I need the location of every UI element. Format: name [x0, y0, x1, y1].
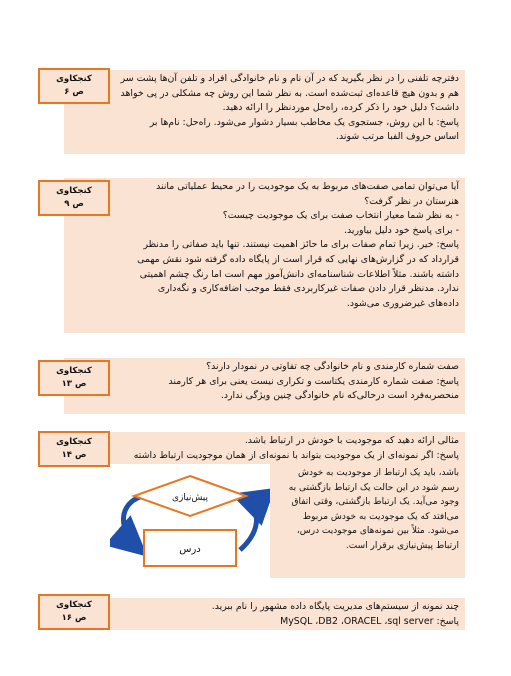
- text-line: داده‌های غیرضروری می‌شود.: [346, 297, 459, 309]
- text-line: رسم شود در این حالت یک ارتباط بازگشتی به: [288, 482, 459, 493]
- text-line: - برای پاسخ خود دلیل بیاورید.: [343, 224, 459, 236]
- entity-label: درس: [179, 544, 201, 555]
- section-1-tag: [38, 68, 110, 104]
- text-line: ارتباط پیش‌نیازی برقرار است.: [345, 540, 459, 551]
- relationship-label: پیش‌نیازی: [171, 493, 209, 503]
- text-line: داشته باشند. مثلاً اطلاعات شناسنامه‌ای دانش‌آموز مهم است اما رنگ چشم اهمیتی: [139, 268, 459, 280]
- section-3-tag: [38, 360, 110, 396]
- text-line: - به نظر شما معیار انتخاب صفت برای یک موجودیت چیست؟: [222, 210, 459, 222]
- text-line: باشد، باید یک ارتباط از موجودیت به خودش: [297, 468, 459, 478]
- tag-page: ص ۱۴: [61, 450, 87, 460]
- tag-page: ص ۱۶: [61, 613, 87, 623]
- text-line: می‌شود. مثلاً بین نمونه‌های موجودیت درس،: [296, 526, 459, 537]
- section-2-text: [64, 178, 465, 333]
- text-line: دفترچه تلفنی را در نظر بگیرید که در آن نام و نام خانوادگی افراد و تلفن آن‌ها پشت سر: [120, 73, 459, 84]
- section-5-text: [64, 598, 465, 630]
- text-line: اساس حروف الفبا مرتب شوند.: [335, 131, 459, 143]
- text-line: می‌افتد که یک موجودیت به خودش مربوط: [302, 511, 459, 522]
- text-line: وجود می‌آید. یک ارتباط بازگشتی، وقتی اتفاق: [291, 497, 459, 508]
- text-line: داشت؟ دلیل خود را ذکر کرده، راه‌حل موردنظر را ارائه دهید.: [222, 102, 459, 114]
- text-line: ندارد. مدنظر قرار دادن صفات غیرکاربردی فقط موجب اضافه‌کاری و نگه‌داری: [157, 283, 459, 295]
- tag-title: کنجکاوی: [56, 600, 92, 610]
- section-4-text-narrow: [270, 464, 465, 578]
- text-line: صفت شماره کارمندی و نام خانوادگی چه تفاوتی در نمودار دارند؟: [206, 361, 459, 372]
- text-line: آیا می‌توان تمامی صفت‌های مربوط به یک موجودیت را در محیط عملیاتی مانند: [156, 181, 459, 192]
- section-5-tag: [38, 594, 110, 630]
- section-1-text: [64, 70, 465, 154]
- text-line: چند نمونه از سیستم‌های مدیریت پایگاه داده مشهور را نام ببرید.: [211, 601, 459, 612]
- text-line: پاسخ: خیر. زیرا تمام صفات برای ما حائز اهمیت نیستند. تنها باید صفاتی را مدنظر: [143, 239, 459, 251]
- tag-page: ص ۶: [64, 87, 84, 97]
- text-line: منحصربه‌فرد است درحالی‌که نام خانوادگی چنین ویژگی ندارد.: [220, 390, 459, 402]
- text-line: قرارداد که در گزارش‌های نهایی که قرار است از پایگاه داده گرفته شود نقش مهمی: [137, 253, 459, 265]
- tag-title: کنجکاوی: [56, 437, 92, 447]
- text-line: پاسخ: با این روش، جستجوی یک مخاطب بسیار دشوار می‌شود. راه‌حل: نام‌ها بر: [149, 116, 459, 128]
- tag-title: کنجکاوی: [56, 74, 92, 84]
- tag-title: کنجکاوی: [56, 366, 92, 376]
- section-3-text: [64, 358, 465, 414]
- arrow-right: [240, 497, 257, 550]
- text-line: پاسخ: صفت شماره کارمندی یکتاست و تکراری نیست یعنی برای هر کارمند: [168, 375, 459, 387]
- text-line: پاسخ: MySQL ،DB2 ،ORACEL ،sql server: [280, 615, 459, 627]
- section-2-tag: [38, 180, 110, 216]
- arrow-left: [123, 497, 140, 550]
- tag-page: ص ۱۳: [61, 379, 87, 389]
- section-4-tag: [38, 431, 110, 467]
- text-line: مثالی ارائه دهید که موجودیت با خودش در ارتباط باشد.: [244, 435, 459, 446]
- tag-title: کنجکاوی: [56, 186, 92, 196]
- text-line: هنرستان در نظر گرفت؟: [364, 195, 459, 207]
- recursive-relationship-diagram: [110, 474, 270, 594]
- tag-page: ص ۹: [64, 199, 84, 209]
- text-line: هم و بدون هیچ قاعده‌ای ثبت‌شده است. به نظر شما این روش چه مشکلی در پی خواهد: [120, 87, 459, 99]
- text-line: پاسخ: اگر نمونه‌ای از یک موجودیت بتواند با نمونه‌ای از همان موجودیت ارتباط داشته: [133, 449, 459, 461]
- section-4-text-full: [64, 432, 465, 464]
